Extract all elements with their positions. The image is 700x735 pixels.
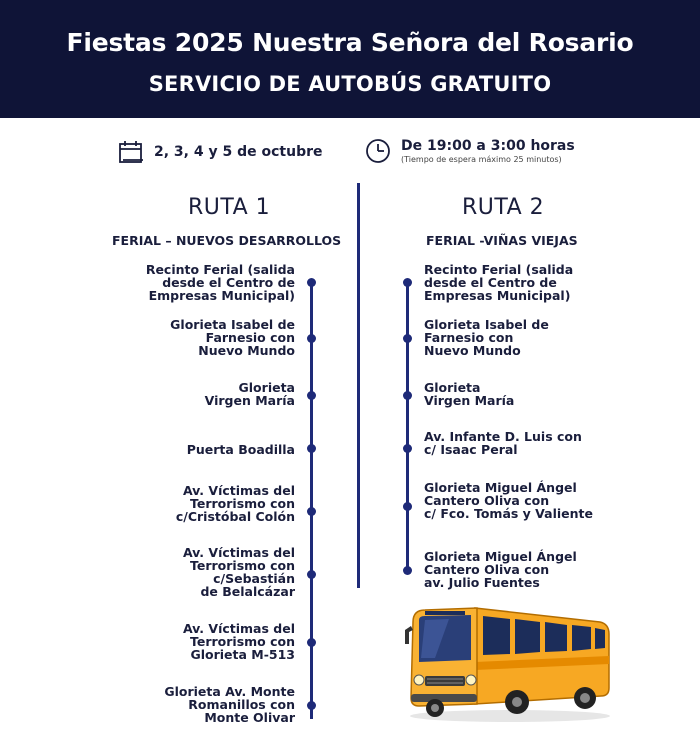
route-1-stop-dot [307,391,316,400]
route-2-stop-2: Glorieta Isabel de Farnesio con Nuevo Mundo [424,317,549,358]
route-1-stop-4: Puerta Boadilla [186,442,295,457]
route-1-stop-5: Av. Víctimas del Terrorismo con c/Cristóbal Colón [175,483,295,524]
dates-text: 2, 3, 4 y 5 de octubre [154,144,323,160]
route-2-stop-5: Glorieta Miguel Ángel Cantero Oliva con c/ Fco. Tomás y Valiente [424,480,593,521]
route-1-stop-8: Glorieta Av. Monte Romanillos con Monte Olivar [164,684,295,725]
calendar-icon [118,140,144,164]
header-banner [0,0,700,118]
route-2-stop-dot [403,444,412,453]
center-divider [357,183,360,588]
hours-info [365,138,575,164]
route-1-line [310,282,313,719]
route-1-stop-dot [307,444,316,453]
route-1-stop-7: Av. Víctimas del Terrorismo con Glorieta M-513 [182,621,295,662]
bus-illustration [405,600,615,729]
route-1-stop-dot [307,701,316,710]
route-2-stop-dot [403,502,412,511]
route-1-stop-dot [307,278,316,287]
route-2-stop-dot [403,278,412,287]
route-1-stop-dot [307,334,316,343]
route-2-stop-dot [403,566,412,575]
route-1-stop-dot [307,507,316,516]
route-1-title: RUTA 1 [188,195,271,220]
route-2-stop-3: Glorieta Virgen María [424,380,515,408]
route-2-stop-dot [403,334,412,343]
route-1-stop-3: Glorieta Virgen María [204,380,295,408]
clock-icon [365,138,391,164]
route-1-stop-2: Glorieta Isabel de Farnesio con Nuevo Mundo [170,317,295,358]
route-1-stop-dot [307,570,316,579]
route-2-stop-6: Glorieta Miguel Ángel Cantero Oliva con av. Julio Fuentes [424,549,577,590]
route-1-stop-1: Recinto Ferial (salida desde el Centro de Empresas Municipal) [145,262,295,303]
route-2-stop-dot [403,391,412,400]
hours-text: De 19:00 a 3:00 horas [401,138,575,154]
route-2-stop-4: Av. Infante D. Luis con c/ Isaac Peral [424,429,582,457]
page-subtitle: SERVICIO DE AUTOBÚS GRATUITO [148,72,552,96]
wait-note: (Tiempo de espera máximo 25 minutos) [401,155,562,164]
route-2-stop-1: Recinto Ferial (salida desde el Centro de Empresas Municipal) [424,262,574,303]
dates-info [118,140,323,164]
page-title: Fiestas 2025 Nuestra Señora del Rosario [66,28,634,57]
route-1-stop-dot [307,638,316,647]
route-2-line [406,282,409,572]
route-2-title: RUTA 2 [462,195,545,220]
route-1-subtitle: FERIAL – NUEVOS DESARROLLOS [112,233,342,248]
route-2-subtitle: FERIAL -VIÑAS VIEJAS [426,233,578,248]
route-1-stop-6: Av. Víctimas del Terrorismo con c/Sebastián de Belalcázar [182,545,295,599]
